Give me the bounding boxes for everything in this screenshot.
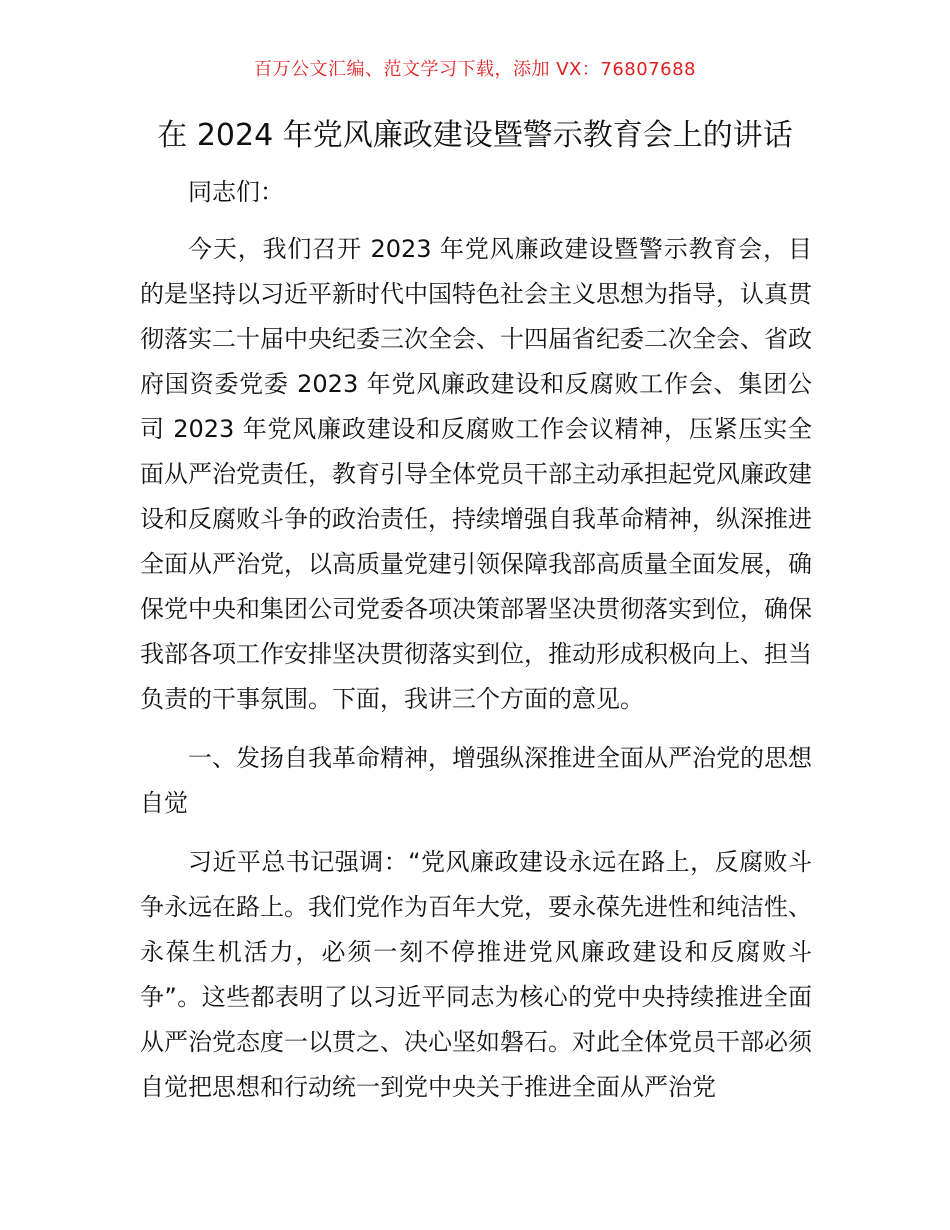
salutation: 同志们： — [188, 178, 284, 206]
section-heading-1: 一、发扬自我革命精神，增强纵深推进全面从严治党的思想自觉 — [140, 744, 812, 817]
paragraph-intro: 今天，我们召开 2023 年党风廉政建设暨警示教育会，目的是坚持以习近平新时代中国特色社会主义思想为指导，认真贯彻落实二十届中央纪委三次全会、十四届省纪委二次全会、省政府国资委党委 2023 年党风廉政建设和反腐败工作会、集团公司 2023 年党风廉政建设和反腐败工作会议精神，压紧压实全面从严治党责任，教育引导全体党员干部主动承担起党风廉政建设和反腐败斗争的政治责任，持续增强自我革命精神，纵深推进全面从严治党，以高质量党建引领保障我部高质量全面发展，确保党中央和集团公司党委各项决策部署坚决贯彻落实到位，确保我部各项工作安排坚决贯彻落实到位，推动形成积极向上、担当负责的干事氛围。下面，我讲三个方面的意见。 — [140, 235, 812, 713]
document-title: 在 2024 年党风廉政建设暨警示教育会上的讲话 — [157, 118, 793, 153]
watermark-banner: 百万公文汇编、范文学习下载，添加 VX：76807688 — [254, 59, 696, 80]
document-body — [140, 170, 812, 1124]
paragraph-section-1: 习近平总书记强调：“党风廉政建设永远在路上，反腐败斗争永远在路上。我们党作为百年大党，要永葆先进性和纯洁性、永葆生机活力，必须一刻不停推进党风廉政建设和反腐败斗争”。这些都表明了以习近平同志为核心的党中央持续推进全面从严治党态度一以贯之、决心坚如磐石。对此全体党员干部必须自觉把思想和行动统一到党中央关于推进全面从严治党 — [140, 848, 812, 1101]
